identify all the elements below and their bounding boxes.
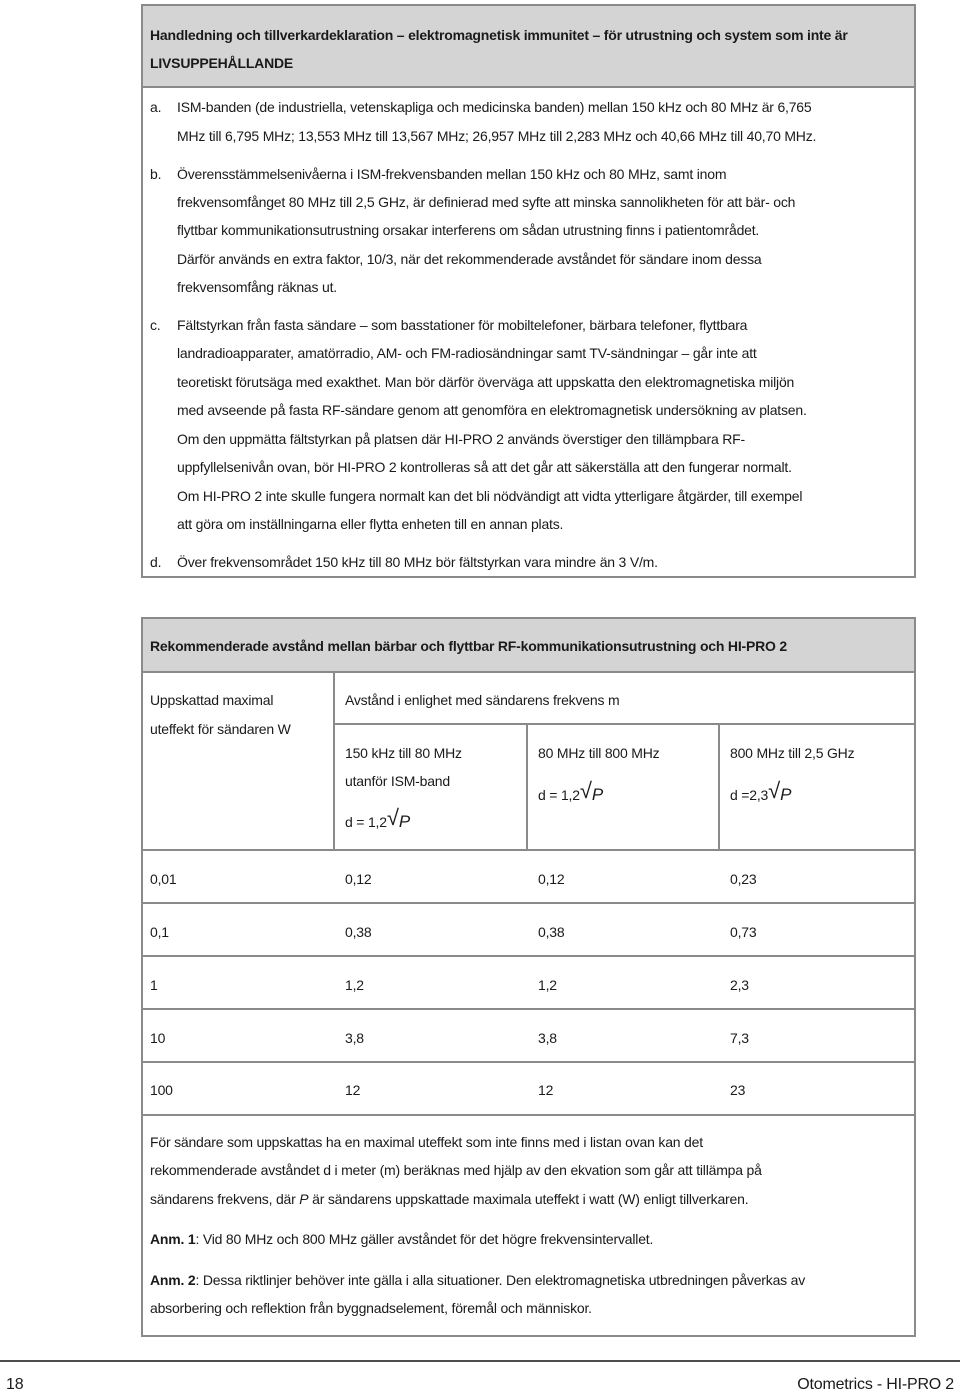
item-a-line: MHz till 6,795 MHz; 13,553 MHz till 13,567 MHz; 26,957 MHz till 2,283 MHz och 40,66 MHz till 40,70 MHz. [177, 128, 817, 144]
table-divider-vertical [333, 671, 335, 849]
table-divider [143, 1114, 914, 1116]
row-distance-band-2: 12 [538, 1082, 554, 1098]
item-c-line: Fältstyrkan från fasta sändare – som basstationer för mobiltelefoner, bärbara telefoner, flyttbara [177, 317, 748, 333]
row-distance-band-3: 0,73 [730, 924, 757, 940]
row-power: 0,01 [150, 871, 177, 887]
row-power: 100 [150, 1082, 173, 1098]
item-b-line: flyttbar kommunikationsutrustning orsakar interferens om sådan utrustning finns i patientområdet. [177, 222, 760, 238]
item-marker-c: c. [150, 317, 161, 333]
row-power: 10 [150, 1030, 166, 1046]
distance-title: Rekommenderade avstånd mellan bärbar och flyttbar RF-kommunikationsutrustning och HI-PRO 2 [150, 638, 788, 654]
item-c-line: teoretiskt förutsäga med exakthet. Man bör därför överväga att uppskatta den elektromagnetiska miljön [177, 374, 795, 390]
table-divider [143, 1008, 914, 1010]
table-divider [143, 1061, 914, 1063]
item-c-line: att göra om inställningarna eller flytta enheten till en annan plats. [177, 516, 564, 532]
note-anm-2: absorbering och reflektion från byggnadselement, föremål och människor. [150, 1300, 592, 1316]
item-b-line: frekvensomfång räknas ut. [177, 279, 337, 295]
table-divider [143, 671, 914, 673]
immunity-header [143, 6, 914, 88]
immunity-title-line1: Handledning och tillverkardeklaration – elektromagnetisk immunitet – för utrustning och system som inte är [150, 27, 848, 43]
distance-table-box [141, 617, 916, 1337]
col-header-distance-group: Avstånd i enlighet med sändarens frekvens m [345, 692, 620, 708]
col-header-power: uteffekt för sändaren W [150, 721, 291, 737]
formula-band-3: d =2,3√ P [730, 785, 791, 805]
row-power: 0,1 [150, 924, 169, 940]
note-text: För sändare som uppskattas ha en maximal uteffekt som inte finns med i listan ovan kan det [150, 1134, 703, 1150]
table-divider [143, 955, 914, 957]
note-anm-2: Anm. 2: Dessa riktlinjer behöver inte gälla i alla situationer. Den elektromagnetiska utbredningen påverkas av [150, 1272, 806, 1288]
item-d-line: Över frekvensområdet 150 kHz till 80 MHz bör fältstyrkan vara mindre än 3 V/m. [177, 554, 658, 570]
table-divider [333, 723, 914, 725]
row-distance-band-1: 12 [345, 1082, 361, 1098]
row-distance-band-3: 0,23 [730, 871, 757, 887]
footer-product-name: Otometrics - HI-PRO 2 [797, 1376, 954, 1393]
item-marker-b: b. [150, 166, 162, 182]
formula-band-2: d = 1,2√ P [538, 785, 603, 805]
row-power: 1 [150, 977, 158, 993]
footer-divider [0, 1360, 960, 1362]
note-text: sändarens frekvens, där P är sändarens uppskattade maximala uteffekt i watt (W) enligt tillverkaren. [150, 1191, 749, 1207]
col-header-power: Uppskattad maximal [150, 692, 274, 708]
item-c-line: uppfyllelsenivån ovan, bör HI-PRO 2 kontrolleras så att det går att säkerställa att den fungerar normalt. [177, 459, 792, 475]
table-divider [143, 902, 914, 904]
formula-band-1: d = 1,2√ P [345, 812, 410, 832]
item-c-line: Om HI-PRO 2 inte skulle fungera normalt kan det bli nödvändigt att vidta ytterligare åtgärder, till exempel [177, 488, 803, 504]
row-distance-band-3: 7,3 [730, 1030, 749, 1046]
item-c-line: landradioapparater, amatörradio, AM- och FM-radiosändningar samt TV-sändningar – går inte att [177, 345, 757, 361]
immunity-title-line2: LIVSUPPEHÅLLANDE [150, 55, 294, 71]
page-number: 18 [6, 1376, 24, 1393]
sqrt-p-symbol: √ P [770, 785, 791, 805]
item-b-line: Överensstämmelsenivåerna i ISM-frekvensbanden mellan 150 kHz och 80 MHz, samt inom [177, 166, 727, 182]
item-b-line: Därför används en extra faktor, 10/3, när det rekommenderade avståndet för sändare inom dessa [177, 251, 762, 267]
col-header-band-3: 800 MHz till 2,5 GHz [730, 745, 855, 761]
row-distance-band-3: 23 [730, 1082, 746, 1098]
immunity-guidance-box [141, 4, 916, 578]
row-distance-band-1: 0,12 [345, 871, 372, 887]
table-divider-vertical [718, 723, 720, 849]
col-header-band-2: 80 MHz till 800 MHz [538, 745, 660, 761]
note-anm-1: Anm. 1: Vid 80 MHz och 800 MHz gäller avståndet för det högre frekvensintervallet. [150, 1231, 654, 1247]
item-a-line: ISM-banden (de industriella, vetenskapliga och medicinska banden) mellan 150 kHz och 80 MHz är 6,765 [177, 99, 812, 115]
item-b-line: frekvensomfånget 80 MHz till 2,5 GHz, är definierad med syfte att minska sannolikheten för att bär- och [177, 194, 796, 210]
sqrt-p-symbol: √ P [582, 785, 603, 805]
col-header-band-1: utanför ISM-band [345, 773, 450, 789]
row-distance-band-2: 1,2 [538, 977, 557, 993]
note-text: rekommenderade avståndet d i meter (m) beräknas med hjälp av den ekvation som går att tillämpa på [150, 1162, 762, 1178]
item-marker-d: d. [150, 554, 162, 570]
item-c-line: Om den uppmätta fältstyrkan på platsen där HI-PRO 2 används överstiger den tillämpbara RF- [177, 431, 745, 447]
row-distance-band-1: 1,2 [345, 977, 364, 993]
row-distance-band-1: 3,8 [345, 1030, 364, 1046]
sqrt-p-symbol: √ P [389, 812, 410, 832]
distance-header [143, 619, 914, 673]
row-distance-band-2: 3,8 [538, 1030, 557, 1046]
table-divider-vertical [526, 723, 528, 849]
row-distance-band-1: 0,38 [345, 924, 372, 940]
row-distance-band-2: 0,12 [538, 871, 565, 887]
item-marker-a: a. [150, 99, 162, 115]
item-c-line: med avseende på fasta RF-sändare genom att genomföra en elektromagnetisk undersökning av platsen. [177, 402, 807, 418]
col-header-band-1: 150 kHz till 80 MHz [345, 745, 462, 761]
row-distance-band-3: 2,3 [730, 977, 749, 993]
row-distance-band-2: 0,38 [538, 924, 565, 940]
table-divider [143, 849, 914, 851]
